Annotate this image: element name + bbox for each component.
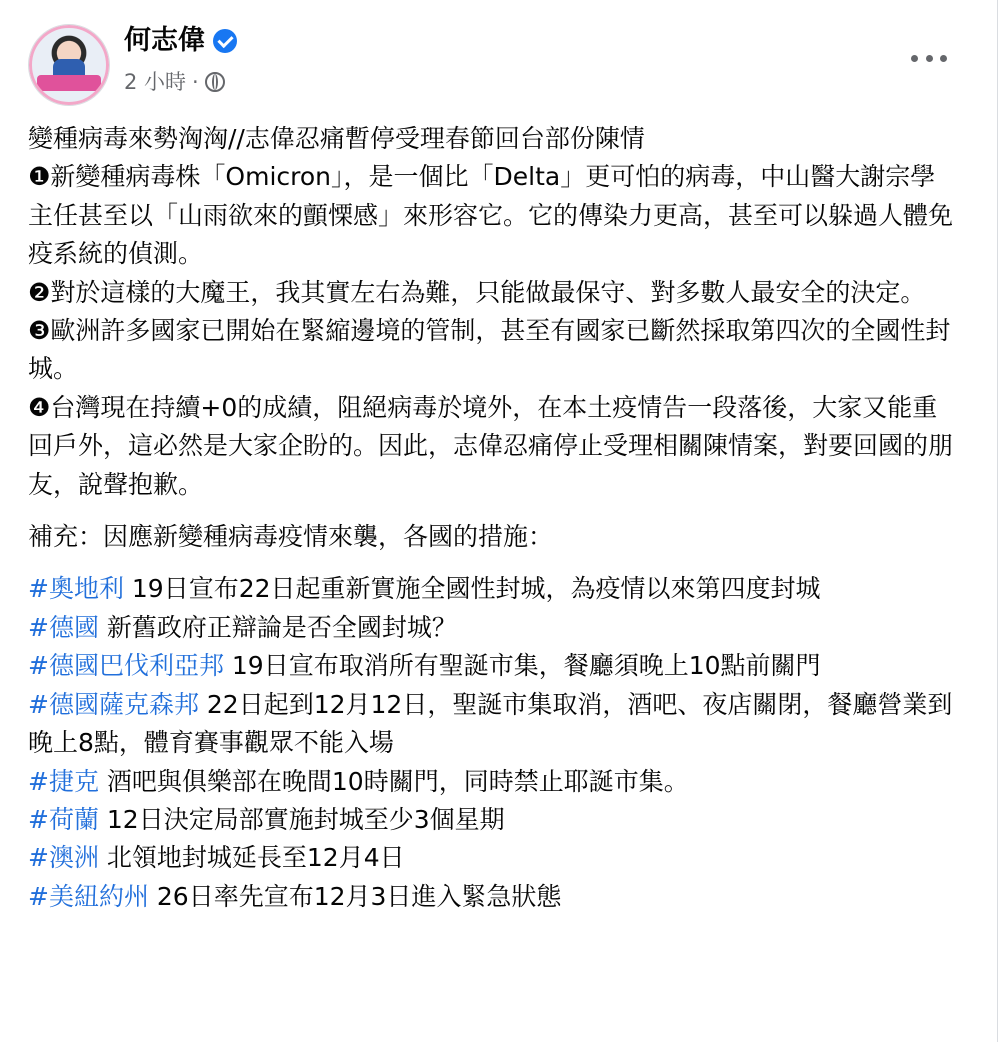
avatar-ring	[29, 25, 109, 105]
hashtag-link[interactable]: #德國	[28, 612, 99, 642]
item-text: 12日決定局部實施封城至少3個星期	[98, 804, 505, 834]
author-avatar[interactable]	[28, 24, 110, 106]
more-options-icon	[926, 55, 933, 62]
list-item	[28, 878, 958, 916]
item-text: 酒吧與俱樂部在晚間10時關門，同時禁止耶誕市集。	[98, 766, 689, 796]
item-text: 19日宣布22日起重新實施全國性封城，為疫情以來第四度封城	[123, 574, 821, 604]
author-name[interactable]: 何志偉	[124, 25, 205, 56]
item-text: 北領地封城延長至12月4日	[98, 843, 405, 873]
list-item	[28, 763, 958, 801]
item-text: 22日起到12月12日，聖誕市集取消，酒吧、夜店關閉，餐廳營業到晚上8點，體育賽事觀眾不能入場	[28, 689, 953, 758]
more-options-button[interactable]	[911, 46, 947, 70]
meta-separator: ·	[192, 70, 199, 94]
verified-badge-icon	[213, 29, 237, 53]
hashtag-link[interactable]: #德國巴伐利亞邦	[28, 651, 224, 681]
post-meta	[124, 66, 225, 98]
hashtag-link[interactable]: #美紐約州	[28, 881, 149, 911]
paragraph-gap	[28, 556, 958, 570]
item-text: 19日宣布取消所有聖誕市集，餐廳須晚上10點前關門	[223, 651, 821, 681]
list-item	[28, 801, 958, 839]
paragraph-gap	[28, 504, 958, 518]
item-text: 新舊政府正辯論是否全國封城？	[98, 612, 457, 642]
measures-list	[28, 570, 958, 916]
hashtag-link[interactable]: #奧地利	[28, 574, 124, 604]
item-text: 26日率先宣布12月3日進入緊急狀態	[148, 881, 562, 911]
more-options-icon	[940, 55, 947, 62]
post-time[interactable]: 2 小時	[124, 70, 187, 94]
list-item	[28, 647, 958, 685]
list-item	[28, 839, 958, 877]
supplement-text: 補充：因應新變種病毒疫情來襲，各國的措施：	[28, 522, 554, 552]
hashtag-link[interactable]: #德國薩克森邦	[28, 689, 199, 719]
post-main-text: 變種病毒來勢洶洶//志偉忍痛暫停受理春節回台部份陳情 ❶新變種病毒株「Omicron」，是一個比「Delta」更可怕的病毒，中山醫大謝宗學主任甚至以「山雨欲來的顫慄感」來形容它。它的傳染力更高，甚至可以躲過人體免疫系統的偵測。 ❷對於這樣的大魔王，我其實左右為難，只能做最保守、對多數人最安全的決定。 ❸歐洲許多國家已開始在緊縮邊境的管制，甚至有國家已斷然採取第四次的全國性封城。 ❹台灣現在持續+0的成績，阻絕病毒於境外，在本土疫情告一段落後，大家又能重回戶外，這必然是大家企盼的。因此，志偉忍痛停止受理相關陳情案，對要回國的朋友，說聲抱歉。	[28, 124, 954, 499]
author-row	[124, 24, 237, 58]
hashtag-link[interactable]: #荷蘭	[28, 804, 99, 834]
post-body	[28, 120, 958, 916]
list-item	[28, 686, 958, 763]
hashtag-link[interactable]: #捷克	[28, 766, 99, 796]
list-item	[28, 609, 958, 647]
more-options-icon	[911, 55, 918, 62]
globe-icon[interactable]	[205, 72, 225, 92]
list-item	[28, 570, 958, 608]
hashtag-link[interactable]: #澳洲	[28, 843, 99, 873]
